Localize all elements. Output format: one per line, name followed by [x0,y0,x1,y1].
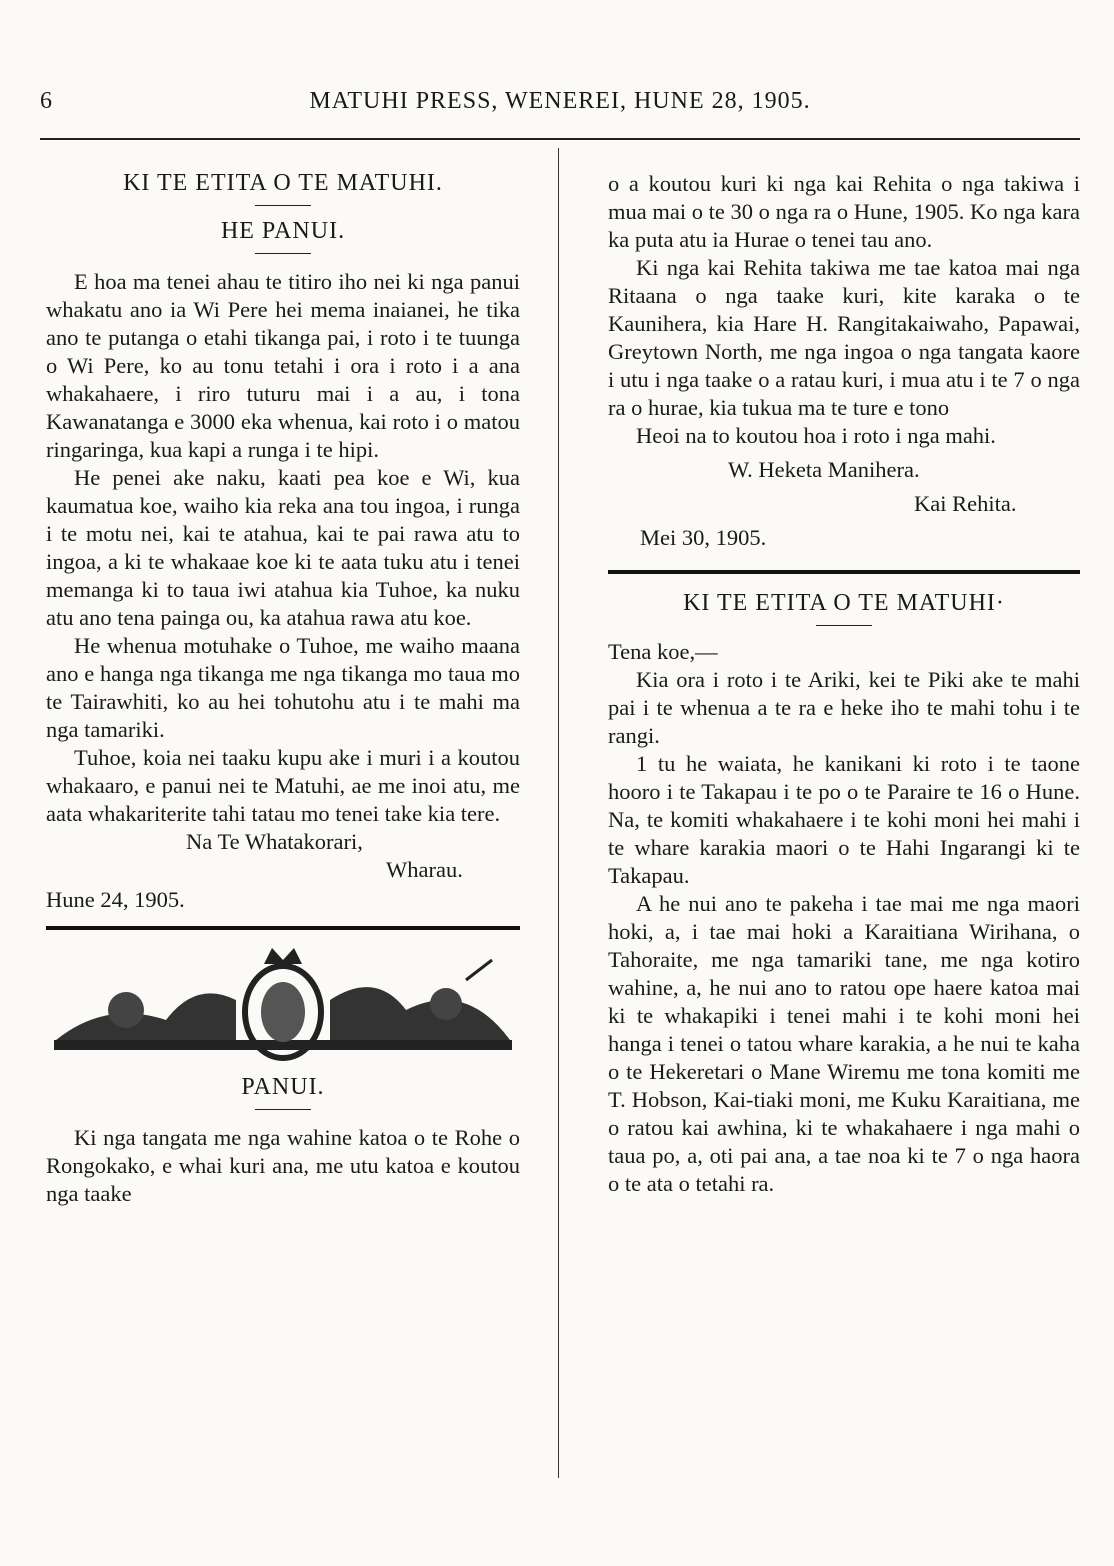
divider [816,625,872,626]
left-column [46,150,520,1208]
divider [255,205,311,206]
notice-continued-paragraph: o a koutou kuri ki nga kai Rehita o nga takiwa i mua mai o te 30 o nga ra o Hune, 1905. Ko nga kara ka puta atu ia Hurae o tenei tau ano. [608,171,1080,252]
letter2-salutation: Tena koe,— [608,639,718,664]
masthead [40,88,1080,128]
letter1-date: Hune 24, 1905. [46,887,185,912]
notice-continued-paragraph: Heoi na to koutou hoa i roto i nga mahi. [636,423,996,448]
notice-paragraph: Ki nga tangata me nga wahine katoa o te Rohe o Rongokako, e whai kuri ana, me utu katoa e koutou nga taake [46,1125,520,1206]
column-divider [558,148,559,1478]
page-number: 6 [40,88,53,114]
newspaper-title: MATUHI PRESS, WENEREI, HUNE 28, 1905. [309,88,811,114]
letter1-heading: KI TE ETITA O TE MATUHI. [123,170,443,196]
letter2-heading: KI TE ETITA O TE MATUHI· [683,590,1005,616]
masthead-rule [40,138,1080,140]
letter1-paragraph: He whenua motuhake o Tuhoe, me waiho maana ano e hanga nga tikanga me nga tikanga mo taua mo te Tairawhiti, ko au hei tohutohu atu i te mahi ma nga tamariki. [46,633,520,742]
letter1-signature: Na Te Whatakorari, [186,829,363,854]
notice-heading: PANUI. [241,1074,325,1100]
divider [255,1109,311,1110]
notice-continued-paragraph: Ki nga kai Rehita takiwa me tae katoa mai nga Ritaana o nga taake kuri, kite karaka o te Kaunihera, kia Hare H. Rangitakaiwaho, Papawai, Greytown North, me nga ingoa o nga tangata kaore i utu i nga taake o a ratau kuri, i mua atu i te 7 o nga ra o hurae, kia tukua ma te ture e tono [608,255,1080,420]
section-rule [46,926,520,930]
section-rule [608,570,1080,574]
letter2-paragraph: Kia ora i roto i te Ariki, kei te Piki ake te mahi pai i te whenua a te ra e heke iho te mahi tohu i te rangi. [608,667,1080,748]
letter1-subheading: HE PANUI. [220,218,346,244]
letter1-paragraph: Tuhoe, koia nei taaku kupu ake i muri i a koutou whakaaro, e panui nei te Matuhi, ae me inoi atu, me aata whakariterite tahi tatau mo tenei take kia tere. [46,745,520,826]
letter1-paragraph: E hoa ma tenei ahau te titiro iho nei ki nga panui whakatu ano ia Wi Pere hei mema inaianei, he tika ano te putanga o etahi tikanga pai, i roto i te tuunga o Wi Pere, ko au tonu tetahi i ora i roto i a ana whakahaere, i riro tuturu mai i a au, i tona Kawanatanga e 3000 eka whenua, kai roto i o matou ringaringa, kua kapi a runga i te hipi. [46,269,520,462]
divider [255,253,311,254]
royal-coat-of-arms-icon [46,940,520,1068]
letter1-place: Wharau. [386,857,463,882]
letter1-paragraph: He penei ake naku, kaati pea koe e Wi, kua kaumatua koe, waiho kia reka ana tou ingoa, i runga i te motu nei, kai te atahua, kai te pai rawa atu to ingoa, a ki te whakaae koe ki te aata tuku atu i tenei memanga ki to taua iwi atahua kia Tuhoe, ka nuku atu ano tena painga ou, ka atahua rawa atu koe. [46,465,520,630]
letter2-paragraph: A he nui ano te pakeha i tae mai me nga maori hoki, a, i tae mai hoki a Karaitiana Wirihana, o Tahoraite, me nga tamariki tane, me nga kotiro wahine, a, he nui ano to ratou ope haere katoa mai ki te whakapiki i tenei mahi i te kohi moni hei hanga i tenei o tatou whare karakia, a he nui te kaha o te Hekeretari o Mane Wiremu me tona komiti me T. Hobson, Kai-tiaki moni, me Kuku Karaitiana, me o ratou kai awhina, ki te whakahaere i nga mahi o taua po, a, oti pai ana, a tae noa ki te 7 o nga haora o te ata o tetahi ra. [608,891,1080,1196]
notice-date: Mei 30, 1905. [640,525,767,550]
notice-signature: W. Heketa Manihera. [728,457,920,482]
right-column [608,150,1080,1198]
letter2-paragraph: 1 tu he waiata, he kanikani ki roto i te taone hooro i te Takapau i te po o te Paraire te 16 o Hune. Na, te komiti whakahaere i te kohi moni hei mahi i te whare karakia maori o te Hahi Ingarangi ki te Takapau. [608,751,1080,888]
notice-role: Kai Rehita. [914,491,1017,516]
